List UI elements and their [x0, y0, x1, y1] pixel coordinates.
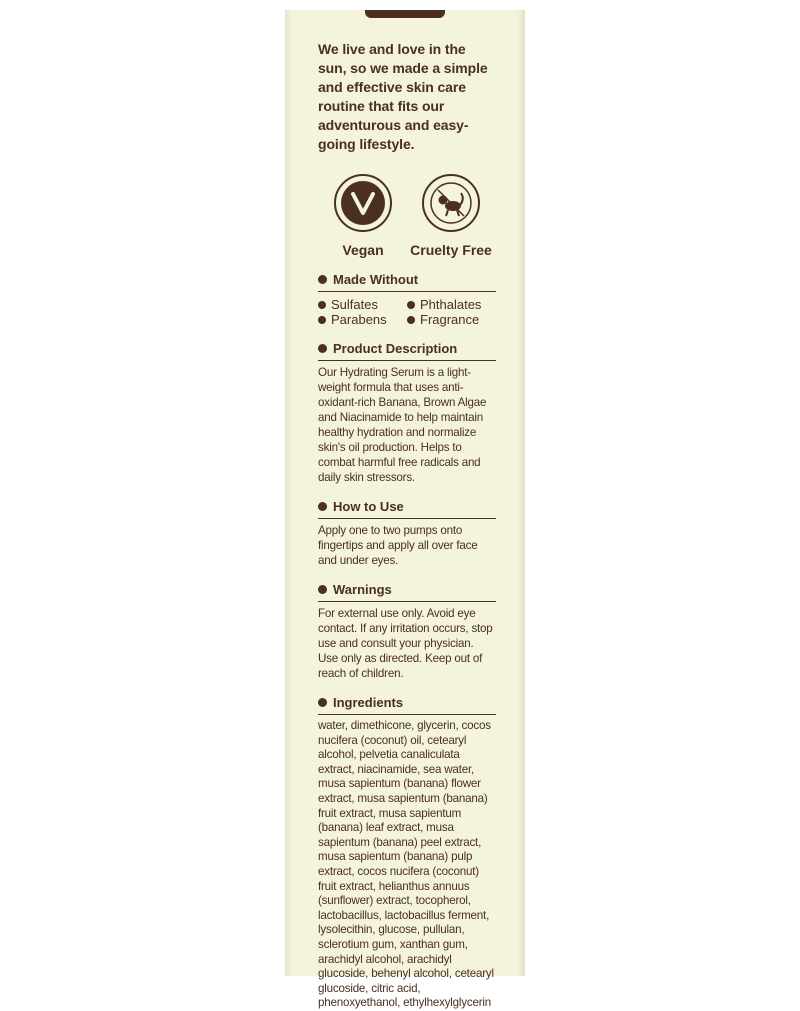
vegan-badge: [320, 174, 406, 258]
vegan-circle: [334, 174, 392, 232]
bullet-icon: [318, 301, 326, 309]
product-description-text: Our Hydrating Serum is a light-weight formula that uses anti-oxidant-rich Banana, Brown Algae and Niacinamide to help maintain healthy hydration and normalize skin's oil production. Helps to combat harmful free radicals and daily skin stressors.: [318, 366, 487, 484]
bullet-icon: [318, 698, 327, 707]
bullet-icon: [318, 316, 326, 324]
vegan-v-icon: [348, 188, 378, 218]
bullet-icon: [318, 585, 327, 594]
ingredients-text: water, dimethicone, glycerin, cocos nucifera (coconut) oil, cetearyl alcohol, pelvetia canaliculata extract, niacinamide, sea water, musa sapientum (banana) flower extract, musa sapientum (banana) fruit extract, musa sapientum (banana) leaf extract, musa sapientum (banana) peel extract, musa sapientum (banana) pulp extract, cocos nucifera (coconut) fruit extract, helianthus annuus (sunflower) extract, tocopherol, lactobacillus, lactobacillus ferment, lysolecithin, glucose, pullulan, sclerotium gum, xanthan gum, arachidyl alcohol, arachidyl glucoside, behenyl alcohol, cetearyl glucoside, citric acid, phenoxyethanol, ethylhexylglycerin: [318, 719, 494, 1010]
bullet-icon: [318, 275, 327, 284]
made-without-heading: Made Without: [318, 272, 496, 292]
warnings-section: [318, 582, 496, 681]
vegan-label: Vegan: [342, 242, 384, 258]
warnings-heading: Warnings: [318, 582, 496, 602]
cruelty-free-badge: [408, 174, 494, 258]
warnings-text: For external use only. Avoid eye contact. If any irritation occurs, stop use and consult your physician. Use only as directed. Keep out of reach of children.: [318, 607, 493, 680]
how-to-use-heading: How to Use: [318, 499, 496, 519]
list-item: Fragrance: [407, 312, 496, 327]
made-without-section: [318, 272, 496, 327]
how-to-use-section: [318, 499, 496, 568]
bullet-icon: [318, 502, 327, 511]
badge-row: [318, 174, 496, 258]
monkey-icon: [429, 181, 473, 225]
tagline: We live and love in the sun, so we made a simple and effective skin care routine that fits our adventurous and easy-going lifestyle.: [318, 41, 488, 152]
bullet-icon: [407, 301, 415, 309]
box-top-cap: [365, 10, 445, 18]
bullet-icon: [407, 316, 415, 324]
ingredients-section: [318, 695, 496, 1011]
cruelty-free-label: Cruelty Free: [410, 242, 492, 258]
bullet-icon: [318, 344, 327, 353]
made-without-list: [318, 297, 496, 327]
product-description-section: [318, 341, 496, 485]
list-item: Phthalates: [407, 297, 496, 312]
how-to-use-text: Apply one to two pumps onto fingertips and apply all over face and under eyes.: [318, 524, 478, 567]
cruelty-free-circle: [422, 174, 480, 232]
label-content: [318, 40, 496, 1011]
ingredients-heading: Ingredients: [318, 695, 496, 715]
list-item: Parabens: [318, 312, 407, 327]
list-item: Sulfates: [318, 297, 407, 312]
product-description-heading: Product Description: [318, 341, 496, 361]
